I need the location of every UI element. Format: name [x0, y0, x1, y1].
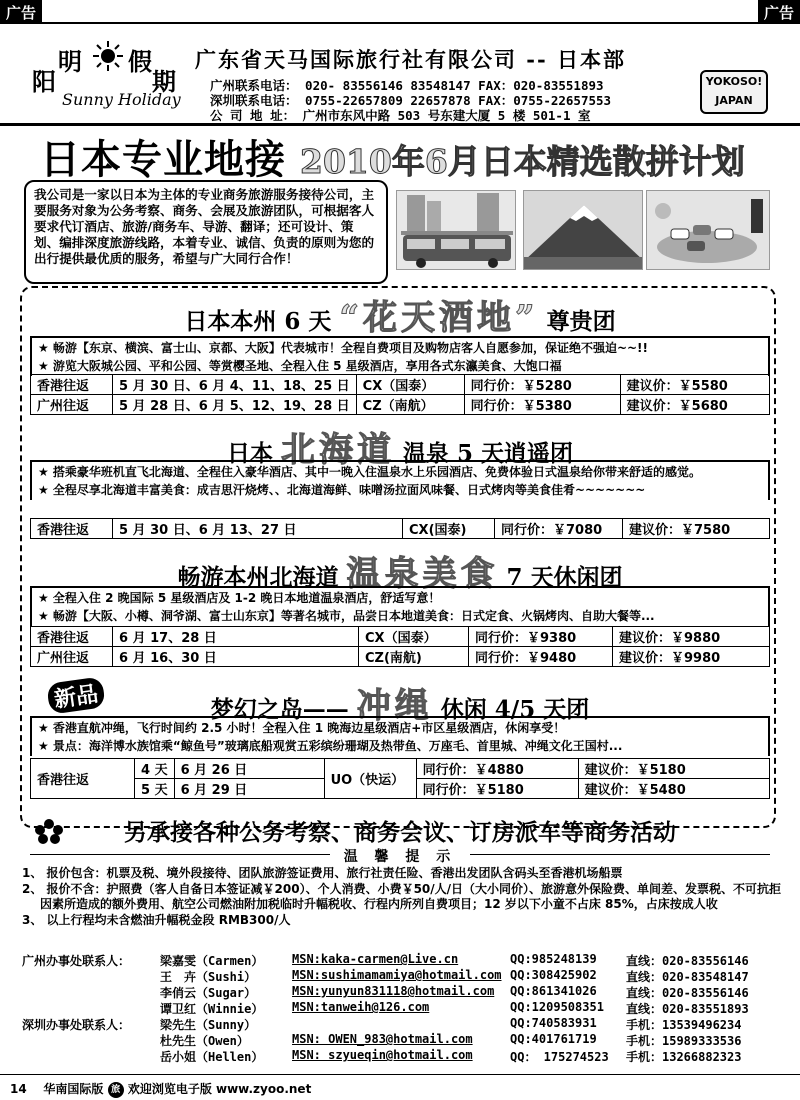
trade-price-cell: 同行价：￥9480 — [469, 647, 613, 667]
dates-cell: 5 月 28 日、6 月 5、12、19、28 日 — [113, 395, 357, 415]
contact-qq: QQ:308425902 — [510, 968, 597, 982]
table-row — [31, 519, 770, 539]
dates-cell: 5 月 30 日、6 月 4、11、18、25 日 — [113, 375, 357, 395]
contact-qq: QQ:861341026 — [510, 984, 597, 998]
trade-price-cell: 同行价：￥9380 — [469, 627, 613, 647]
table-row — [31, 759, 770, 779]
note-item: 1、 报价包含：机票及税、境外段接待、团队旅游签证费用、旅行社责任险、香港出发团队含码头至香港机场船票 — [22, 866, 623, 880]
publication-badge: 旅 — [108, 1082, 124, 1098]
logo-char: 阳 — [32, 67, 56, 96]
route-cell: 香港往返 — [31, 627, 113, 647]
footer-tagline[interactable]: 欢迎浏览电子版 www.zyoo.net — [127, 1082, 312, 1096]
company-name: 广东省天马国际旅行社有限公司 -- 日本部 — [195, 47, 627, 72]
table-row — [31, 375, 770, 395]
contact-name: 杜先生（Owen） — [160, 1034, 249, 1048]
contact-row — [22, 1000, 782, 1015]
address-line — [210, 106, 591, 124]
tour2-schedule-table — [30, 518, 770, 539]
contact-msn[interactable]: MSN:tanweih@126.com — [292, 1000, 430, 1014]
contact-phone: 手机：13539496234 — [626, 1018, 742, 1032]
airline-cell: CX（国泰） — [356, 375, 464, 395]
yokoso-line1: YOKOSO! — [705, 75, 763, 88]
new-product-badge: 新品 — [46, 676, 106, 714]
trade-price-cell: 同行价：￥5380 — [464, 395, 620, 415]
main-title: 日本专业地接 — [40, 136, 286, 183]
contact-phone: 直线：020-83556146 — [626, 954, 749, 968]
dates-cell: 6 月 16、30 日 — [113, 647, 359, 667]
sun-icon — [92, 40, 124, 72]
bus-photo — [396, 190, 516, 270]
plan-subtitle: 2010年6月日本精选散拼计划 — [300, 142, 745, 181]
contact-qq: QQ： 175274523 — [510, 1050, 609, 1064]
dates-cell: 5 月 30 日、6 月 13、27 日 — [113, 519, 403, 539]
notice-title: 温 馨 提 示 — [343, 849, 457, 865]
business-services: 另承接各种公务考察、商务会议、订房派车等商务活动 — [124, 819, 676, 846]
contact-msn[interactable]: MSN:sushimamamiya@hotmail.com — [292, 968, 502, 982]
airline-cell: CZ(南航) — [359, 647, 469, 667]
contact-row — [22, 984, 782, 999]
tour4-title-ghost: 冲绳 — [356, 686, 433, 726]
contact-phone: 手机：15989333536 — [626, 1034, 742, 1048]
tour1-bullet: ★ 畅游【东京、横滨、富士山、京都、大阪】代表城市！全程自费项目及购物店客人自愿参加，保证绝不强迫~~!! — [38, 341, 648, 355]
dates-cell: 6 月 17、28 日 — [113, 627, 359, 647]
table-row — [31, 647, 770, 667]
suggested-price-cell: 建议价：￥5580 — [620, 375, 769, 395]
tour2-bullet: ★ 搭乘豪华班机直飞北海道、全程住入豪华酒店、其中一晚入住温泉水上乐园酒店、免费体验日式温泉给你带来舒适的感觉。 — [38, 465, 701, 479]
tour3-schedule-table — [30, 626, 770, 667]
airline-cell: CX（国泰） — [359, 627, 469, 647]
publication-name: 华南国际版 — [43, 1082, 104, 1096]
notes-list — [22, 866, 782, 928]
table-row — [31, 395, 770, 415]
contact-phone: 手机：13266882323 — [626, 1050, 742, 1064]
trade-price-cell: 同行价：￥5280 — [464, 375, 620, 395]
airline-cell: UO（快运） — [324, 759, 416, 799]
tour1-title-left: 日本本州 6 天 — [184, 308, 332, 335]
contact-msn[interactable]: MSN: szyueqin@hotmail.com — [292, 1048, 473, 1062]
trade-price-cell: 同行价：￥5180 — [416, 779, 578, 799]
contact-phone: 直线：020-83556146 — [626, 986, 749, 1000]
tour2-bullet: ★ 全程尽享北海道丰富美食：成吉思汗烧烤、、北海道海鲜、味噌汤拉面风味餐、日式烤肉等美食佳肴~~~~~~~ — [38, 483, 646, 497]
tour4-title-left: 梦幻之岛—— — [210, 696, 349, 723]
ad-tag-left: 广告 — [0, 0, 42, 22]
top-divider — [0, 22, 800, 24]
tour3-title-ghost: 温泉美食 — [346, 554, 499, 594]
mount-fuji-photo — [523, 190, 643, 270]
contact-qq: QQ:740583931 — [510, 1016, 597, 1030]
tour3-highlights — [30, 586, 770, 626]
contact-qq: QQ:985248139 — [510, 952, 597, 966]
address-label: 公 司 地 址： — [210, 108, 296, 123]
tour1-title-ghost: “花天酒地” — [339, 298, 539, 338]
guangzhou-office-label: 广州办事处联系人： — [22, 954, 131, 968]
suggested-price-cell: 建议价：￥9880 — [613, 627, 770, 647]
tour1-schedule-table — [30, 374, 770, 415]
contact-name: 梁嘉雯（Carmen） — [160, 954, 264, 968]
contact-row — [22, 1016, 782, 1031]
address-text: 广州市东风中路 503 号东建大厦 5 楼 501-1 室 — [302, 108, 591, 123]
tour1-title — [0, 290, 800, 339]
footer-divider — [0, 1074, 800, 1075]
contact-msn[interactable]: MSN:yunyun831118@hotmail.com — [292, 984, 495, 998]
airline-cell: CX(国泰) — [403, 519, 495, 539]
guangzhou-phones: 020- 83556146 83548147 FAX：020-83551893 — [305, 78, 604, 93]
tour3-bullet: ★ 全程入住 2 晚国际 5 星级酒店及 1-2 晚日本地道温泉酒店，舒适写意！ — [38, 591, 441, 605]
tour3-bullet: ★ 畅游【大阪、小樽、洞爷湖、富士山东京】等著名城市，品尝日本地道美食：日式定食、火锅烤肉、自助大餐等... — [38, 609, 655, 623]
logo-char: 期 — [152, 67, 176, 96]
tour4-bullet: ★ 景点：海洋博水族馆乘“鲸鱼号”玻璃底船观赏五彩缤纷珊瑚及热带鱼、万座毛、首里城、冲绳文化王国村... — [38, 739, 623, 753]
suggested-price-cell: 建议价：￥7580 — [623, 519, 770, 539]
shenzhen-phones: 0755-22657809 22657878 FAX：0755-22657553 — [305, 93, 612, 108]
tour4-bullet: ★ 香港直航冲绳，飞行时间约 2.5 小时！全程入住 1 晚海边星级酒店+市区星级酒店，休闲享受！ — [38, 721, 566, 735]
yokoso-japan-logo — [700, 70, 768, 114]
guangzhou-label: 广州联系电话： — [210, 78, 298, 93]
tour4-highlights — [30, 716, 770, 756]
tour4-title-right: 休闲 4/5 天团 — [440, 696, 590, 723]
logo-char: 假 — [128, 47, 152, 76]
contact-row — [22, 1048, 782, 1063]
note-item: 3、 以上行程均未含燃油升幅税金段 RMB300/人 — [22, 912, 291, 927]
contact-qq: QQ:1209508351 — [510, 1000, 604, 1014]
contact-name: 岳小姐（Hellen） — [160, 1050, 264, 1064]
note-item: 2、 报价不含：护照费（客人自备日本签证减￥200）、个人消费、小费￥50/人/日（大小同价）、旅游意外保险费、单间差、发票税、不可抗拒因素所造成的额外费用、航空公司燃油附加税临时升幅税收、行程内所列自费项目；12 岁以下小童不占床 85%，占床按成人收 — [22, 881, 782, 911]
page-footer — [10, 1080, 311, 1098]
shenzhen-office-label: 深圳办事处联系人： — [22, 1018, 131, 1032]
route-cell: 香港往返 — [31, 375, 113, 395]
suggested-price-cell: 建议价：￥5680 — [620, 395, 769, 415]
suggested-price-cell: 建议价：￥5480 — [578, 779, 769, 799]
shenzhen-label: 深圳联系电话： — [210, 93, 298, 108]
tour4-schedule-table — [30, 758, 770, 799]
tour3-title-left: 畅游本州北海道 — [177, 564, 339, 591]
contact-name: 谭卫红（Winnie） — [160, 1002, 264, 1016]
contact-name: 李俏云（Sugar） — [160, 986, 257, 1000]
sushi-photo — [646, 190, 770, 270]
contact-qq: QQ:401761719 — [510, 1032, 597, 1046]
yokoso-line2: JAPAN — [715, 94, 753, 107]
dates-cell: 6 月 29 日 — [174, 779, 324, 799]
contact-msn[interactable]: MSN: OWEN_983@hotmail.com — [292, 1032, 473, 1046]
duration-cell: 4 天 — [135, 759, 175, 779]
route-cell: 广州往返 — [31, 647, 113, 667]
contact-row — [22, 968, 782, 983]
trade-price-cell: 同行价：￥4880 — [416, 759, 578, 779]
tour3-title-right: 7 天休闲团 — [506, 564, 623, 591]
header-divider — [0, 123, 800, 126]
dates-cell: 6 月 26 日 — [174, 759, 324, 779]
route-cell: 香港往返 — [31, 759, 135, 799]
contact-row — [22, 952, 782, 967]
tour2-title-right: 温泉 5 天逍遥团 — [403, 440, 574, 467]
contact-phone: 直线：020-83548147 — [626, 970, 749, 984]
tour2-highlights — [30, 460, 770, 500]
duration-cell: 5 天 — [135, 779, 175, 799]
intro-box: 我公司是一家以日本为主体的专业商务旅游服务接待公司，主要服务对象为公务考察、商务、会展及旅游团队，可根据客人要求代订酒店、旅游/商务车、导游、翻译；还可设计、策划、编排深度旅游线路，本着专业、诚信、负责的原则为您的出行提供最优质的服务，希望与广大同行合作！ — [24, 180, 388, 284]
tour1-highlights — [30, 336, 770, 376]
logo-char: 明 — [58, 47, 82, 76]
tour2-title-ghost: 北海道 — [280, 430, 395, 470]
trade-price-cell: 同行价：￥7080 — [495, 519, 623, 539]
table-row — [31, 627, 770, 647]
contact-name: 王 卉（Sushi） — [160, 970, 257, 984]
contact-msn[interactable]: MSN:kaka-carmen@Live.cn — [292, 952, 459, 966]
page-number: 14 — [10, 1082, 27, 1096]
suggested-price-cell: 建议价：￥5180 — [578, 759, 769, 779]
tour2-title-left: 日本 — [226, 440, 273, 467]
tour1-bullet: ★ 游览大阪城公园、平和公园、等赏樱圣地、全程入住 5 星级酒店，享用各式东瀛美食、大饱口福 — [38, 359, 562, 373]
contact-name: 梁先生（Sunny） — [160, 1018, 257, 1032]
ad-tag-right: 广告 — [758, 0, 800, 22]
airline-cell: CZ（南航） — [356, 395, 464, 415]
contact-phone: 直线：020-83551893 — [626, 1002, 749, 1016]
tour1-title-right: 尊贵团 — [546, 308, 616, 335]
route-cell: 香港往返 — [31, 519, 113, 539]
logo-english: Sunny Holiday — [62, 90, 181, 109]
route-cell: 广州往返 — [31, 395, 113, 415]
suggested-price-cell: 建议价：￥9980 — [613, 647, 770, 667]
contact-row — [22, 1032, 782, 1047]
